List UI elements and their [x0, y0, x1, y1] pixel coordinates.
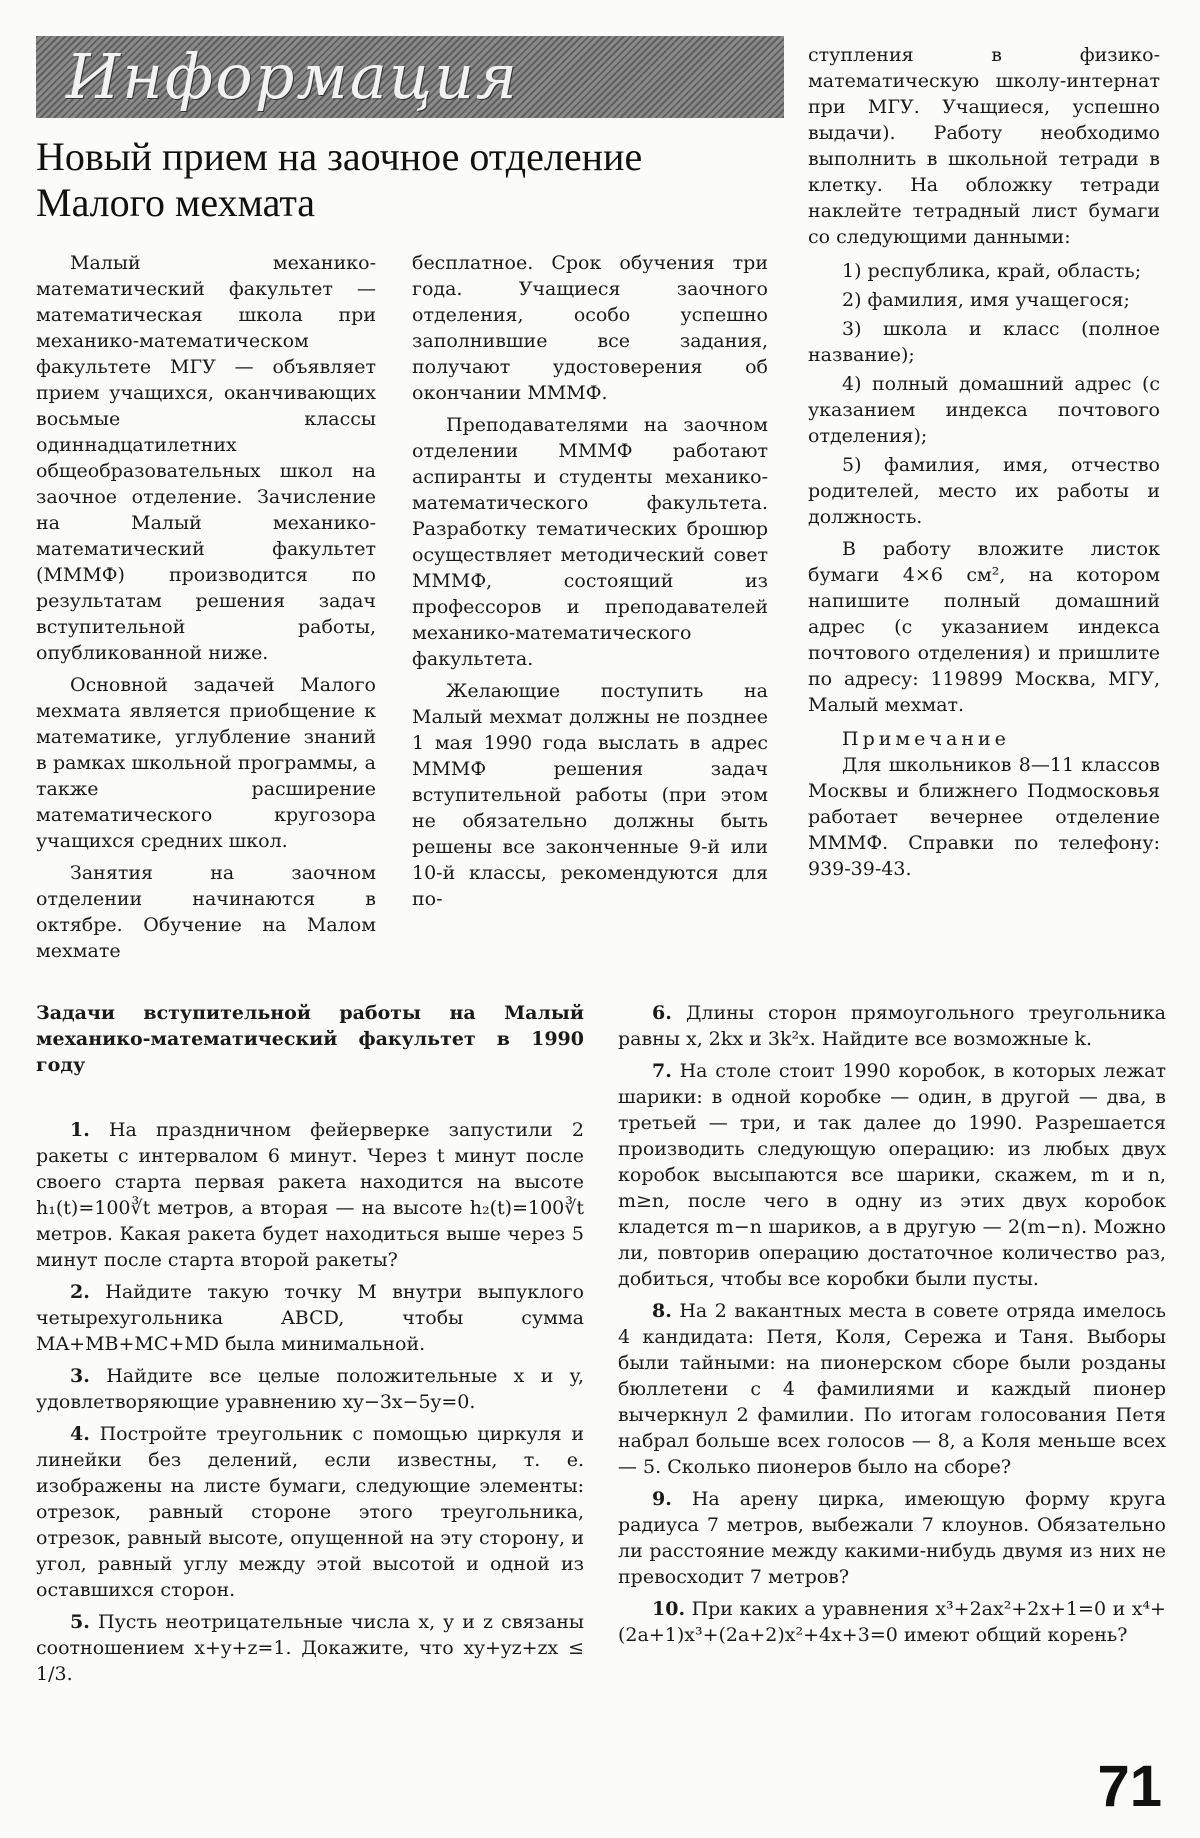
- paragraph: Желающие поступить на Малый мехмат должны не позднее 1 мая 1990 года выслать в адрес МММФ решения задач вступительной работы (при этом не обязательно должны быть решены все законченные 9-й или 10-й классы, рекомендуются для по-: [412, 680, 768, 910]
- note-heading: Примечание: [842, 728, 1010, 750]
- problem-text: На праздничном фейерверке запустили 2 ракеты с интервалом 6 минут. Через t минут после своего старта первая ракета находится на высоте h₁(t)=100∛t метров, а вторая — на высоте h₂(t)=100∛t метров. Какая ракета будет находиться выше через 5 минут после старта второй ракеты?: [36, 1119, 584, 1271]
- problem-item: [36, 1117, 584, 1273]
- problem-number: 8.: [652, 1300, 672, 1322]
- problem-number: 10.: [652, 1598, 686, 1620]
- problem-number: 1.: [70, 1119, 90, 1141]
- article-column-1: [36, 250, 376, 970]
- problem-text: При каких a уравнения x³+2ax²+2x+1=0 и x⁴+(2a+1)x³+(2a+2)x²+4x+3=0 имеют общий корень?: [618, 1598, 1166, 1646]
- problem-number: 6.: [652, 1002, 672, 1024]
- list-item: 1) республика, край, область;: [842, 260, 1142, 282]
- section-banner-text: Информация: [66, 40, 520, 113]
- problem-text: На арену цирка, имеющую форму круга радиуса 7 метров, выбежали 7 клоунов. Обязательно ли расстояние между какими-нибудь двумя из них не превосходит 7 метров?: [618, 1488, 1166, 1588]
- paragraph: Основной задачей Малого мехмата является приобщение к математике, углубление знаний в рамках школьной программы, а также расширение математического кругозора учащихся средних школ.: [36, 674, 376, 852]
- problem-item: [618, 1486, 1166, 1590]
- problems-column-right: [618, 1000, 1166, 1654]
- problem-text: Найдите такую точку M внутри выпуклого четырехугольника ABCD, чтобы сумма MA+MB+MC+MD была минимальной.: [36, 1281, 584, 1355]
- problem-item: [36, 1421, 584, 1603]
- paragraph: Занятия на заочном отделении начинаются в октябре. Обучение на Малом мехмате: [36, 862, 376, 962]
- application-data-list: [808, 258, 1160, 530]
- problem-item: [618, 1000, 1166, 1052]
- list-item: 5) фамилия, имя, отчество родителей, место их работы и должность.: [808, 454, 1160, 528]
- problem-text: На 2 вакантных места в совете отряда имелось 4 кандидата: Петя, Коля, Сережа и Таня. Выборы были тайными: на пионерском сборе были розданы бюллетени с 4 фамилиями и каждый пионер вычеркнул 2 фамилии. По итогам голосования Петя набрал больше всех голосов — 8, а Коля меньше всех — 5. Сколько пионеров было на сборе?: [618, 1300, 1166, 1478]
- problem-text: Найдите все целые положительные x и y, удовлетворяющие уравнению xy−3x−5y=0.: [36, 1365, 584, 1413]
- list-item: 4) полный домашний адрес (с указанием индекса почтового отделения);: [808, 373, 1160, 447]
- paragraph: бесплатное. Срок обучения три года. Учащиеся заочного отделения, особо успешно заполнившие все задания, получают удостоверения об окончании МММФ.: [412, 252, 768, 404]
- problem-number: 2.: [70, 1281, 90, 1303]
- problem-number: 5.: [70, 1611, 90, 1633]
- page-number: 71: [1097, 1754, 1162, 1819]
- section-banner: [36, 36, 784, 118]
- article-column-3: [808, 42, 1160, 888]
- note-text: Для школьников 8—11 классов Москвы и ближнего Подмосковья работает вечернее отделение МММФ. Справки по телефону: 939-39-43.: [808, 754, 1160, 880]
- problems-column-left: [36, 1117, 584, 1693]
- problem-text: На столе стоит 1990 коробок, в которых лежат шарики: в одной коробке — один, в другой — два, в третьей — три, и так далее до 1990. Разрешается производить следующую операцию: из любых двух коробок высыпаются все шарики, скажем, m и n, m≥n, после чего в одну из этих двух коробок кладется m−n шариков, а в другую — 2(m−n). Можно ли, повторив операцию достаточное количество раз, добиться, чтобы все коробки были пусты.: [618, 1060, 1167, 1290]
- paragraph: Преподавателями на заочном отделении МММФ работают аспиранты и студенты механико-математического факультета. Разработку тематических брошюр осуществляет методический совет МММФ, состоящий из профессоров и преподавателей механико-математического факультета.: [412, 414, 768, 670]
- problem-text: Длины сторон прямоугольного треугольника равны x, 2kx и 3k²x. Найдите все возможные k.: [618, 1002, 1167, 1050]
- paragraph: В работу вложите листок бумаги 4×6 см², на котором напишите полный домашний адрес (с указанием индекса почтового отделения) и пришлите по адресу: 119899 Москва, МГУ, Малый мехмат.: [808, 538, 1160, 716]
- problem-item: [618, 1298, 1166, 1480]
- problem-item: [36, 1363, 584, 1415]
- problem-number: 7.: [652, 1060, 672, 1082]
- problem-number: 9.: [652, 1488, 672, 1510]
- paragraph: Малый механико-математический факультет — математическая школа при механико-математическом факультете МГУ — объявляет прием учащихся, оканчивающих восьмые классы одиннадцатилетних общеобразовательных школ на заочное отделение. Зачисление на Малый механико-математический факультет (МММФ) производится по результатам решения задач вступительной работы, опубликованной ниже.: [36, 252, 376, 664]
- problem-number: 3.: [70, 1365, 90, 1387]
- list-item: 3) школа и класс (полное название);: [808, 318, 1160, 366]
- problem-text: Пусть неотрицательные числа x, y и z связаны соотношением x+y+z=1. Докажите, что xy+yz+zx ≤ 1/3.: [36, 1611, 584, 1685]
- list-item: 2) фамилия, имя учащегося;: [842, 289, 1130, 311]
- problem-text: Постройте треугольник с помощью циркуля и линейки без делений, если известны, т. е. изображены на листе бумаги, следующие элементы: отрезок, равный стороне этого треугольника, отрезок, равный высоте, опущенной на эту сторону, и угол, равный углу между этой высотой и одной из оставшихся сторон.: [36, 1423, 584, 1601]
- problem-item: [36, 1609, 584, 1687]
- problem-number: 4.: [70, 1423, 90, 1445]
- paragraph: ступления в физико-математическую школу-интернат при МГУ. Учащиеся, успешно выдачи). Работу необходимо выполнить в школьной тетради в клетку. На обложку тетради наклейте тетрадный лист бумаги со следующими данными:: [808, 44, 1160, 248]
- problems-title: Задачи вступительной работы на Малый механико-математический факультет в 1990 году: [36, 1002, 584, 1076]
- problem-item: [36, 1279, 584, 1357]
- article-title: Новый прием на заочное отделение Малого мехмата: [36, 134, 643, 225]
- problem-item: [618, 1596, 1166, 1648]
- problem-item: [618, 1058, 1166, 1292]
- article-column-2: [412, 250, 768, 918]
